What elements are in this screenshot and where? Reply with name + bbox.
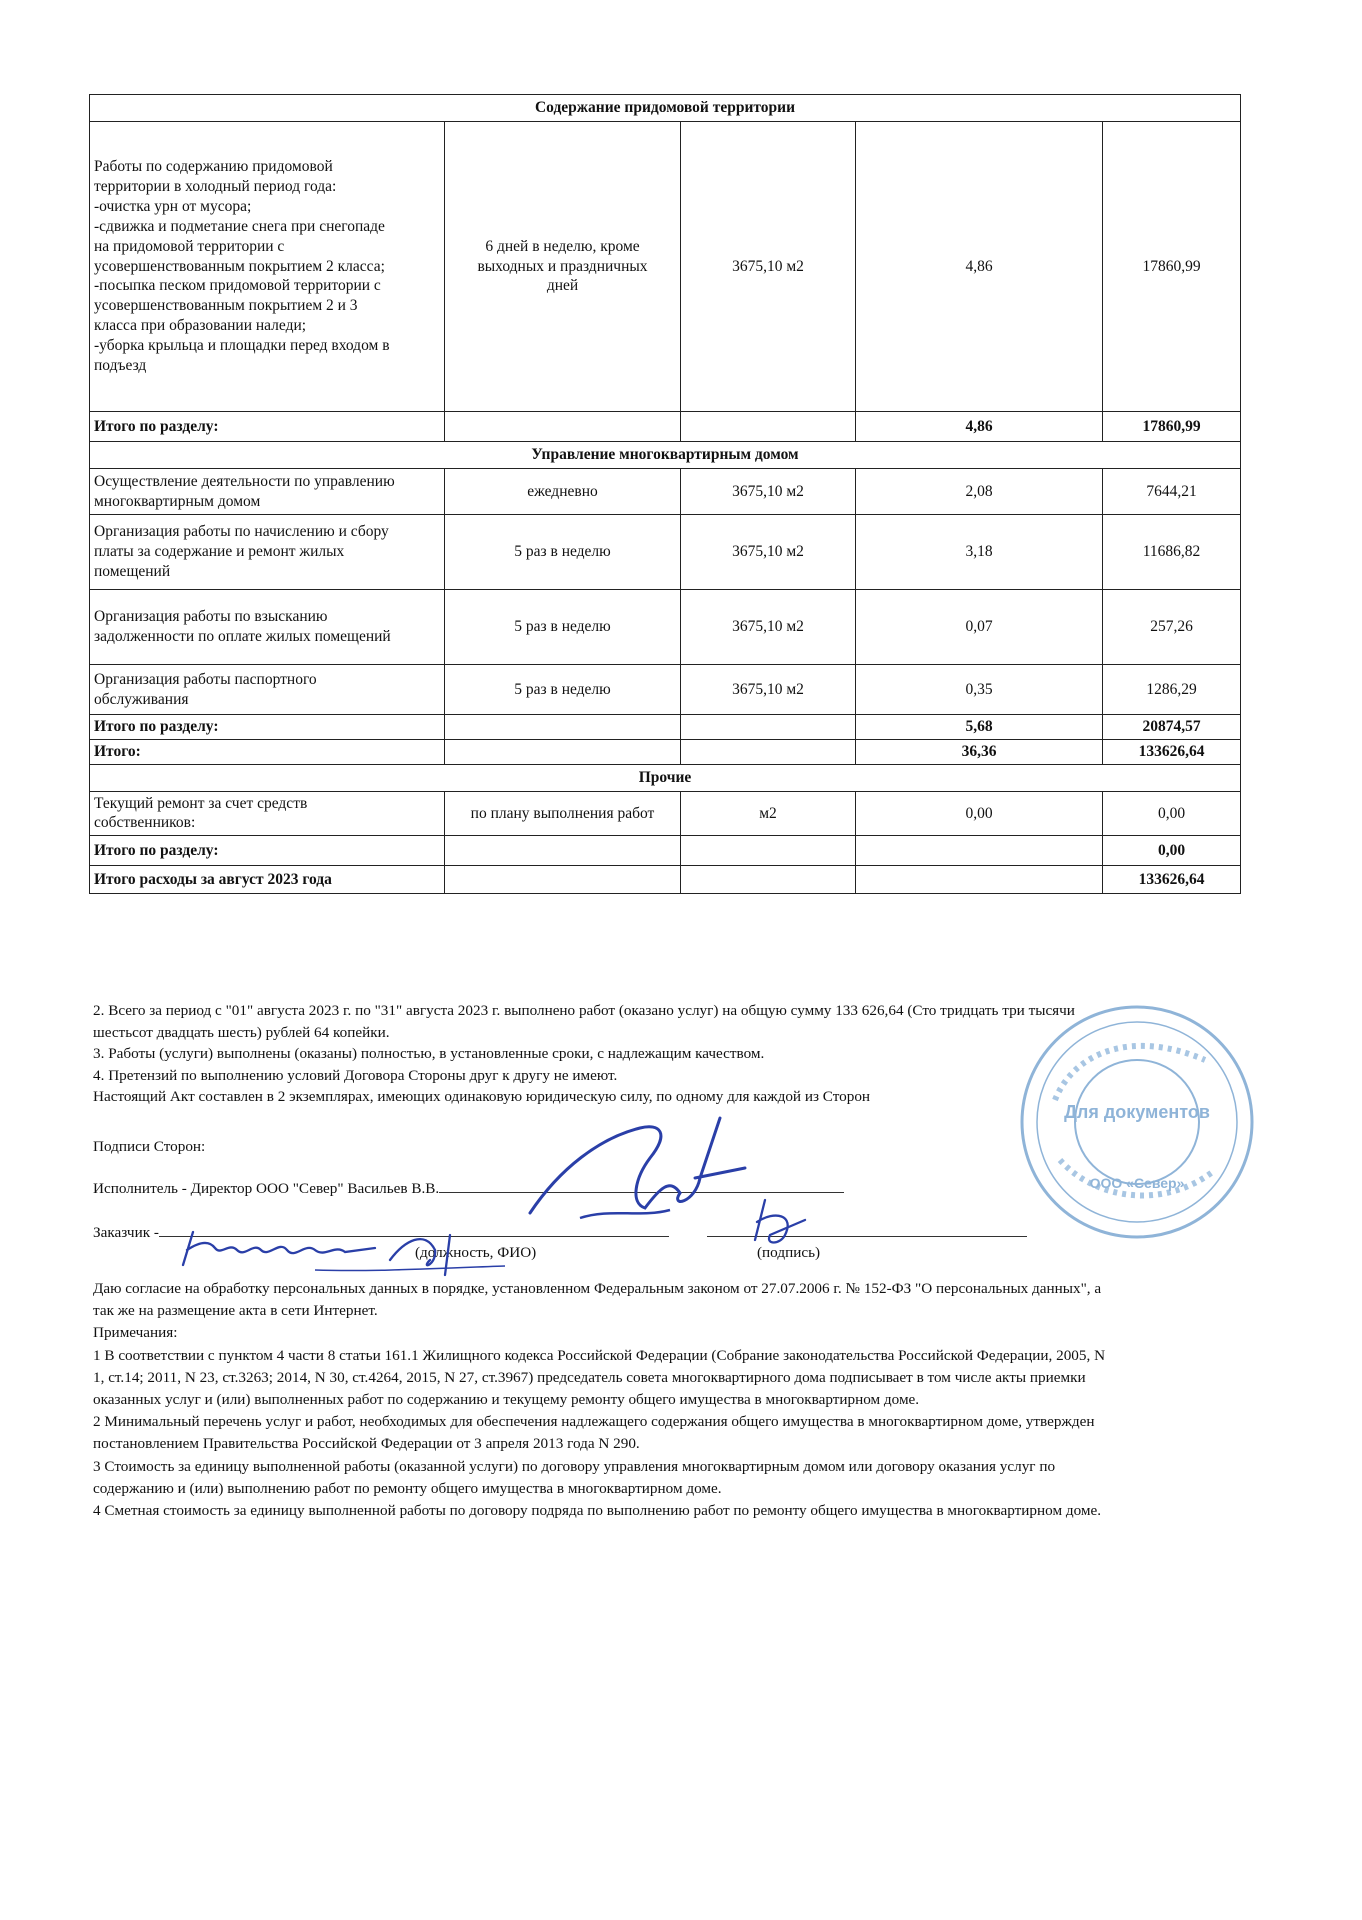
customer-label: Заказчик -	[93, 1224, 159, 1241]
rate-cell: 0,35	[856, 665, 1103, 715]
frequency-cell: 6 дней в неделю, кроме выходных и праздничных дней	[445, 122, 681, 412]
stamp-center-text: Для документов	[1064, 1102, 1210, 1122]
signatures-title: Подписи Сторон:	[93, 1138, 206, 1155]
total-amount: 20874,57	[1103, 715, 1241, 740]
rate-cell: 0,07	[856, 590, 1103, 665]
frequency-cell: ежедневно	[445, 469, 681, 515]
amount-cell: 7644,21	[1103, 469, 1241, 515]
work-description: Осуществление деятельности по управлению многоквартирным домом	[90, 469, 445, 515]
total-rate: 5,68	[856, 715, 1103, 740]
table-row	[90, 469, 1241, 515]
table-row	[90, 665, 1241, 715]
work-description: Текущий ремонт за счет средств собственников:	[90, 791, 445, 836]
customer-initials-signature	[735, 1190, 825, 1260]
paragraph-4: 4. Претензий по выполнению условий Договора Стороны друг к другу не имеют.	[93, 1066, 618, 1084]
total-amount: 133626,64	[1103, 866, 1241, 894]
note-3-cont: содержанию и (или) выполнению работ по ремонту общего имущества в многоквартирном доме.	[93, 1479, 722, 1497]
total-label: Итого:	[90, 739, 445, 764]
consent-text-cont: так же на размещение акта в сети Интернет.	[93, 1302, 378, 1320]
total-amount: 17860,99	[1103, 412, 1241, 442]
total-amount: 133626,64	[1103, 739, 1241, 764]
note-1-cont: оказанных услуг и (или) выполненных работ по содержанию и текущему ремонту общего имущества в многоквартирном доме.	[93, 1390, 920, 1408]
company-stamp	[1015, 1000, 1260, 1245]
paragraph-2-cont: шестьсот двадцать шесть) рублей 64 копейки.	[93, 1023, 390, 1041]
paragraph-3: 3. Работы (услуги) выполнены (оказаны) полностью, в установленные сроки, с надлежащим качеством.	[93, 1045, 765, 1063]
amount-cell: 0,00	[1103, 791, 1241, 836]
table-row	[90, 590, 1241, 665]
amount-cell: 17860,99	[1103, 122, 1241, 412]
work-description: Организация работы по взысканию задолженности по оплате жилых помещений	[90, 590, 445, 665]
section-header-other: Прочие	[90, 764, 1241, 791]
section-total-row	[90, 836, 1241, 866]
note-3: 3 Стоимость за единицу выполненной работы (оказанной услуги) по договору управления многоквартирным домом или договору оказания услуг по	[93, 1457, 1056, 1475]
rate-cell: 3,18	[856, 515, 1103, 590]
rate-cell: 0,00	[856, 791, 1103, 836]
section-total-row	[90, 715, 1241, 740]
frequency-cell: 5 раз в неделю	[445, 665, 681, 715]
area-cell: 3675,10 м2	[681, 590, 856, 665]
consent-text: Даю согласие на обработку персональных данных в порядке, установленном Федеральным законом от 27.07.2006 г. № 152-ФЗ "О персональных данных", а	[93, 1280, 1102, 1297]
grand-total-row	[90, 739, 1241, 764]
services-table	[89, 94, 1241, 894]
expenses-total-row	[90, 866, 1241, 894]
amount-cell: 11686,82	[1103, 515, 1241, 590]
section-header-yard: Содержание придомовой территории	[90, 95, 1241, 122]
area-cell: 3675,10 м2	[681, 665, 856, 715]
total-label: Итого по разделу:	[90, 412, 445, 442]
area-cell: м2	[681, 791, 856, 836]
amount-cell: 1286,29	[1103, 665, 1241, 715]
section-header-management: Управление многоквартирным домом	[90, 442, 1241, 469]
work-description: Организация работы по начислению и сбору платы за содержание и ремонт жилых помещений	[90, 515, 445, 590]
work-description: Организация работы паспортного обслуживания	[90, 665, 445, 715]
note-4: 4 Сметная стоимость за единицу выполненной работы по договору подряда по выполнению работ по ремонту общего имущества в многоквартирном доме.	[93, 1501, 1102, 1519]
table-row	[90, 122, 1241, 412]
notes-block	[93, 1278, 1288, 1522]
rate-cell: 4,86	[856, 122, 1103, 412]
executor-label: Исполнитель - Директор ООО "Север" Васильев В.В.	[93, 1180, 440, 1197]
total-rate: 36,36	[856, 739, 1103, 764]
section-total-row	[90, 412, 1241, 442]
total-rate: 4,86	[856, 412, 1103, 442]
amount-cell: 257,26	[1103, 590, 1241, 665]
frequency-cell: 5 раз в неделю	[445, 590, 681, 665]
table-row	[90, 791, 1241, 836]
executor-signature	[520, 1108, 750, 1238]
note-1: 1 В соответствии с пунктом 4 части 8 статьи 161.1 Жилищного кодекса Российской Федерации (Собрание законодательства Российской Федерации, 2005, N	[93, 1346, 1106, 1364]
frequency-cell: 5 раз в неделю	[445, 515, 681, 590]
total-label: Итого по разделу:	[90, 836, 445, 866]
position-caption: (должность, ФИО)	[415, 1244, 537, 1261]
work-description: Работы по содержанию придомовой территории в холодный период года: -очистка урн от мусора; -сдвижка и подметание снега при снегопаде на придомовой территории с усовершенствованным покрытием 2 класса; -посыпка песком придомовой территории с усовершенствованным покрытием 2 и 3 класса при образовании наледи; -уборка крыльца и площадки перед входом в подъезд	[90, 122, 445, 412]
area-cell: 3675,10 м2	[681, 469, 856, 515]
frequency-cell: по плану выполнения работ	[445, 791, 681, 836]
sign-caption: (подпись)	[757, 1244, 821, 1261]
paragraph-copies: Настоящий Акт составлен в 2 экземплярах, имеющих одинаковую юридическую силу, по одному для каждой из Сторон	[93, 1088, 871, 1106]
total-label: Итого по разделу:	[90, 715, 445, 740]
table-row	[90, 515, 1241, 590]
area-cell: 3675,10 м2	[681, 122, 856, 412]
total-label: Итого расходы за август 2023 года	[90, 866, 445, 894]
rate-cell: 2,08	[856, 469, 1103, 515]
area-cell: 3675,10 м2	[681, 515, 856, 590]
notes-heading: Примечания:	[93, 1324, 178, 1342]
note-2-cont: постановлением Правительства Российской Федерации от 3 апреля 2013 года N 290.	[93, 1435, 640, 1453]
paragraph-2: 2. Всего за период с "01" августа 2023 г. по "31" августа 2023 г. выполнено работ (оказано услуг) на общую сумму 133 626,64 (Сто тридцать три тысячи	[93, 1002, 1075, 1019]
note-2: 2 Минимальный перечень услуг и работ, необходимых для обеспечения надлежащего содержания общего имущества в многоквартирном доме, утвержден	[93, 1413, 1095, 1431]
stamp-ring-text: ООО «Север»	[1089, 1175, 1185, 1191]
total-amount: 0,00	[1103, 836, 1241, 866]
note-1-cont: 1, ст.14; 2011, N 23, ст.3263; 2014, N 30, ст.4264, 2015, N 27, ст.3967) председатель совета многоквартирного дома подписывает в том числе акты приемки	[93, 1368, 1086, 1386]
